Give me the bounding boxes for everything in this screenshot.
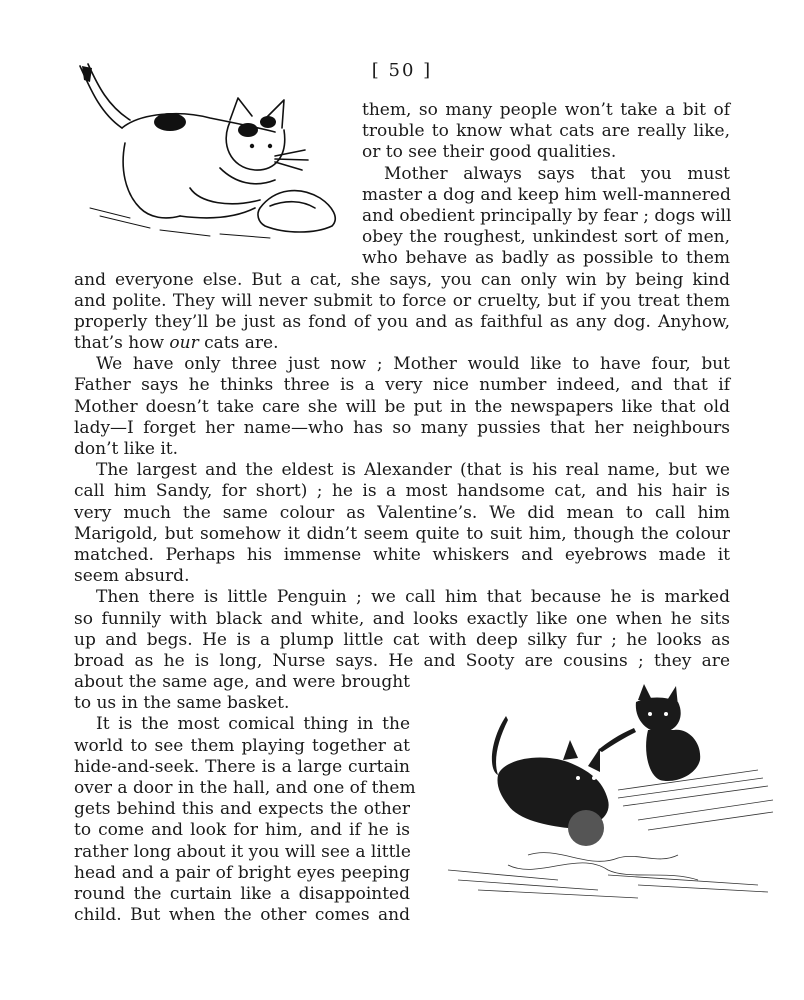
text-line: world to see them playing together at <box>74 735 410 756</box>
text-line: It is the most comical thing in the <box>96 714 410 735</box>
wrap-block-top <box>362 100 730 270</box>
text-line: about the same age, and were brought <box>74 672 410 693</box>
wrap-block-bottom <box>74 672 416 926</box>
text-line-with-italic: that’s how our cats are. <box>74 333 279 354</box>
text-line: and everyone else. But a cat, she says, you can only win by being kind <box>74 269 730 290</box>
text-line: broad as he is long, Nurse says. He and Sooty are cousins ; they are <box>74 650 730 671</box>
text-line: don’t like it. <box>74 439 179 459</box>
text-line: The largest and the eldest is Alexander (that is his real name, but we <box>96 460 730 481</box>
text-line: obey the roughest, unkindest sort of men, <box>362 227 730 248</box>
text-line: lady—I forget her name—who has so many pussies that her neighbours <box>74 417 730 438</box>
text-line: and polite. They will never submit to force or cruelty, but if you treat them <box>74 290 730 311</box>
text-line: and obedient principally by fear ; dogs will <box>362 205 732 226</box>
text-line: We have only three just now ; Mother would like to have four, but <box>96 354 730 375</box>
page-number: [ 50 ] <box>371 60 433 81</box>
text-line: hide-and-seek. There is a large curtain <box>74 756 410 777</box>
text-line: so funnily with black and white, and looks exactly like one when he sits <box>74 608 730 629</box>
text-line: or to see their good qualities. <box>362 142 617 163</box>
text-line: head and a pair of bright eyes peeping <box>74 862 410 883</box>
text-line: to us in the same basket. <box>74 693 290 714</box>
text-line: Mother always says that you must <box>384 163 730 184</box>
text-line: round the curtain like a disappointed <box>74 883 410 904</box>
text-line: to come and look for him, and if he is <box>74 820 410 841</box>
text-line: over a door in the hall, and one of them <box>74 778 416 798</box>
text-line: gets behind this and expects the other <box>74 799 410 820</box>
text-line: matched. Perhaps his immense white whiskers and eyebrows made it <box>74 544 730 565</box>
text-line: up and begs. He is a plump little cat with deep silky fur ; he looks as <box>74 629 730 650</box>
text-line: Then there is little Penguin ; we call him that because he is marked <box>96 587 730 608</box>
text-line: Marigold, but somehow it didn’t seem quite to suit him, though the colour <box>74 523 730 544</box>
body-text <box>74 100 730 926</box>
text-line: child. But when the other comes and <box>74 905 410 926</box>
text-line: master a dog and keep him well-mannered <box>362 184 731 205</box>
text-line: properly they’ll be just as fond of you and as faithful as any dog. Anyhow, <box>74 311 730 332</box>
text-line: call him Sandy, for short) ; he is a most handsome cat, and his hair is <box>74 481 730 502</box>
text-line: who behave as badly as possible to them <box>362 248 730 269</box>
italic-word: our <box>169 333 199 354</box>
text-line: rather long about it you will see a little <box>74 841 411 862</box>
text-line: very much the same colour as Valentine’s. We did mean to call him <box>74 502 730 523</box>
text-line: seem absurd. <box>74 566 190 587</box>
text-line: Father says he thinks three is a very nice number indeed, and that if <box>74 375 730 396</box>
text-line: them, so many people won’t take a bit of <box>362 100 730 120</box>
text-line: trouble to know what cats are really like, <box>362 121 730 142</box>
text-line: Mother doesn’t take care she will be put in the newspapers like that old <box>74 396 730 417</box>
